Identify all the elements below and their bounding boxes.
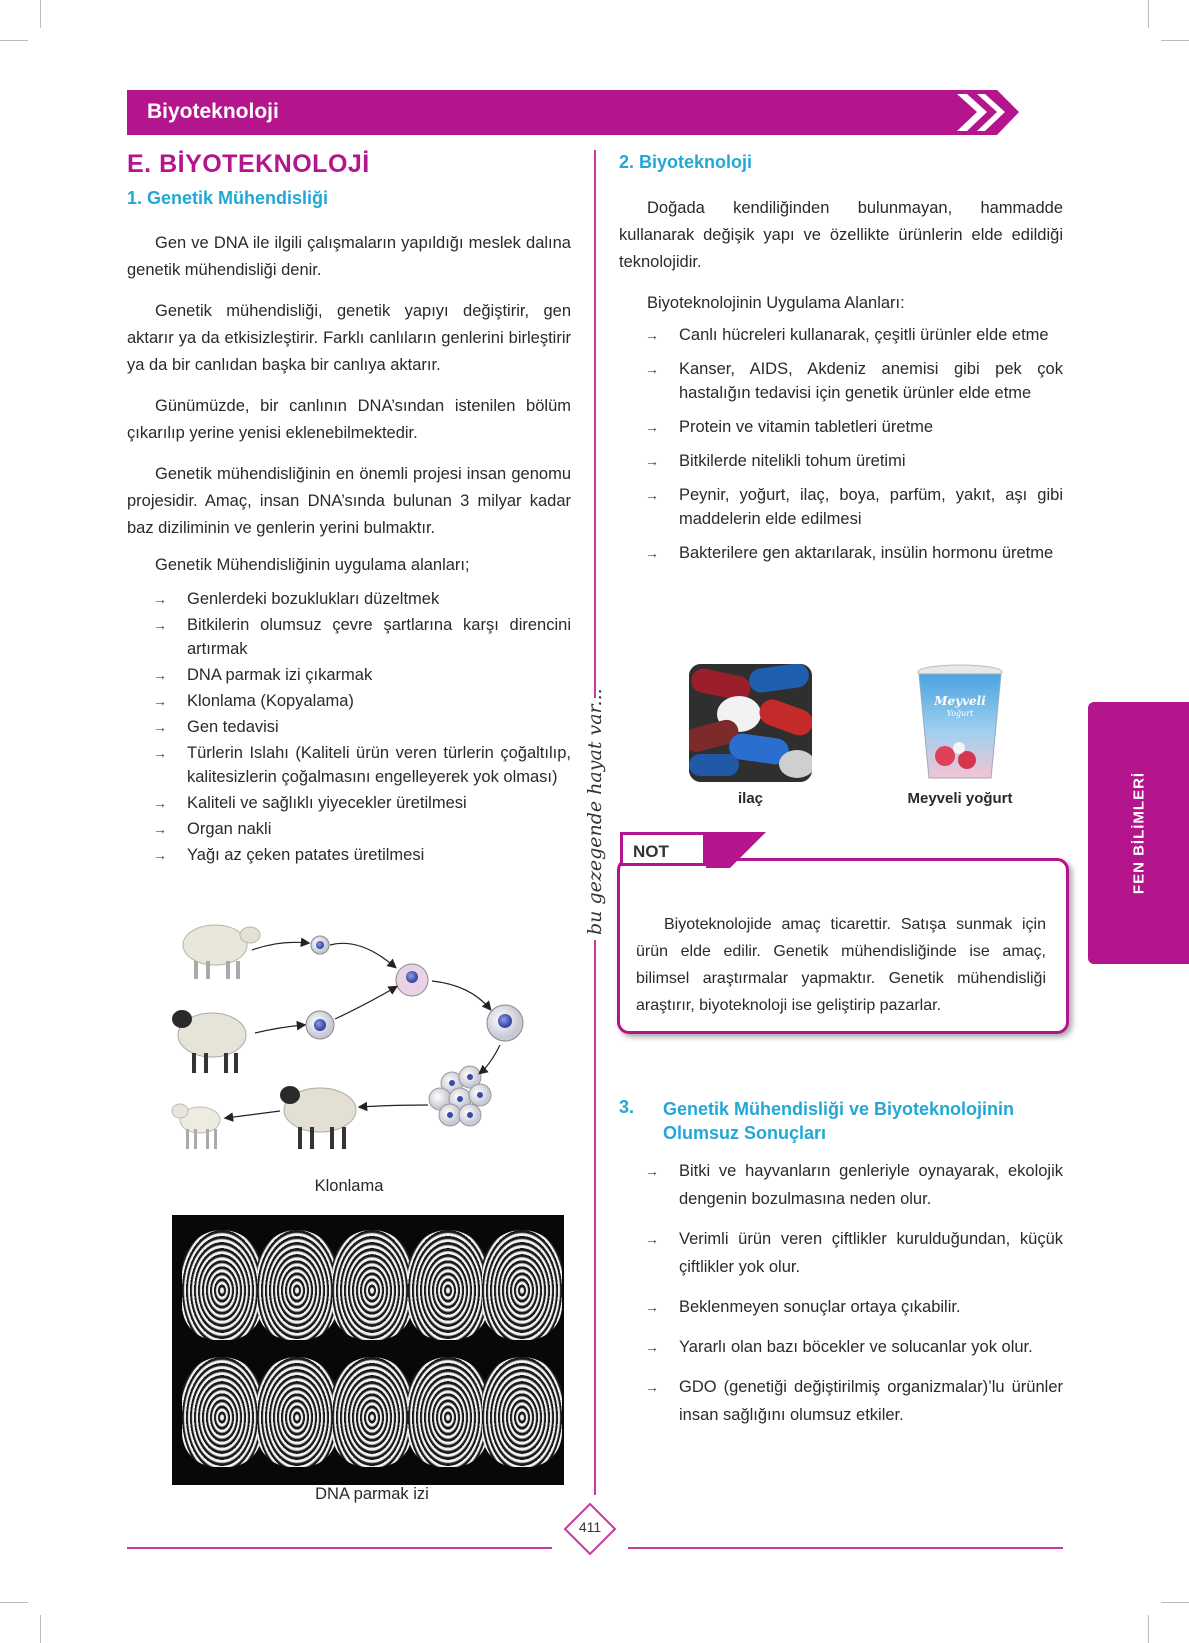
list-item: → Canlı hücreleri kullanarak, çeşitli ürünler elde etme xyxy=(645,323,1063,347)
fingerprint-icon xyxy=(257,1357,337,1467)
arrow-icon: → xyxy=(645,453,659,469)
arrow-icon: → xyxy=(645,1163,659,1179)
cloning-illustration xyxy=(170,915,540,1175)
crop-mark xyxy=(40,0,41,28)
arrow-icon: → xyxy=(645,419,659,435)
crop-mark xyxy=(0,1602,28,1603)
caption-cloning: Klonlama xyxy=(314,1177,384,1195)
list-item: → Beklenmeyen sonuçlar ortaya çıkabilir. xyxy=(645,1293,1063,1321)
crop-mark xyxy=(1161,1602,1189,1603)
footer-rule-left xyxy=(127,1547,552,1549)
paragraph: Biyoteknolojinin Uygulama Alanları: xyxy=(647,294,905,312)
genetic-applications-list xyxy=(153,587,571,867)
fingerprint-icon xyxy=(482,1357,562,1467)
list-item: → Protein ve vitamin tabletleri üretme xyxy=(645,415,1063,439)
subsection-genetic-engineering: 1. Genetik Mühendisliği xyxy=(127,188,329,208)
arrow-icon: → xyxy=(645,1231,659,1247)
crop-mark xyxy=(40,1615,41,1643)
fingerprint-icon xyxy=(408,1230,488,1340)
paragraph: Günümüzde, bir canlının DNA’sından istenilen bölüm çıkarılıp yerine yenisi eklenebilmektedir. xyxy=(127,397,571,442)
column-divider xyxy=(594,940,596,1495)
list-item: → Peynir, yoğurt, ilaç, boya, parfüm, yakıt, aşı gibi maddelerin elde edilmesi xyxy=(645,483,1063,531)
yogurt-image xyxy=(915,664,1005,782)
arrow-icon: → xyxy=(645,487,659,503)
header-chevron-decoration xyxy=(847,90,1063,135)
fingerprint-icon xyxy=(182,1357,262,1467)
side-tab-fen-bilimleri xyxy=(1088,702,1189,964)
arrow-icon: → xyxy=(645,1299,659,1315)
side-tab-label: FEN BİLİMLERİ xyxy=(1130,771,1147,895)
arrow-icon: → xyxy=(645,545,659,561)
paragraph: Genetik mühendisliği, genetik yapıyı değiştirir, gen aktarır ya da etkisizleştirir. Farklı canlıların genlerini birleştirir ya da bir canlıdan başka bir canlıya aktarır. xyxy=(127,302,571,374)
arrow-icon: → xyxy=(645,1379,659,1395)
caption-fingerprint: DNA parmak izi xyxy=(315,1485,429,1503)
fingerprint-icon xyxy=(332,1357,412,1467)
arrow-icon: → xyxy=(153,693,167,709)
list-item: → DNA parmak izi çıkarmak xyxy=(153,663,571,687)
divider-slogan: bu gezegende hayat var... xyxy=(584,688,606,935)
note-text: Biyoteknolojide amaç ticarettir. Satışa sunmak için ürün elde edilir. Genetik mühendisliğinde ise amaç, bilimsel araştırmalar yapmaktır. Genetik mühendisliği araştırır, biyoteknoloji ise geliştirip pazarlar. xyxy=(636,916,1046,1014)
cell-cluster-icon xyxy=(429,1066,491,1126)
arrow-icon: → xyxy=(153,667,167,683)
right-body xyxy=(619,195,1063,565)
black-faced-sheep-image xyxy=(172,1010,246,1073)
arrow-icon: → xyxy=(645,327,659,343)
page-number: 411 xyxy=(578,1519,602,1535)
list-item: → GDO (genetiği değiştirilmiş organizmalar)’lu ürünler insan sağlığını olumsuz etkiler. xyxy=(645,1373,1063,1429)
list-item: → Türlerin Islahı (Kaliteli ürün veren türlerin çoğaltılıp, kalitesizlerin çoğalmasını engelleyerek yok olması) xyxy=(153,741,571,789)
arrow-icon: → xyxy=(153,591,167,607)
paragraph: Doğada kendiliğinden bulunmayan, hammadde kullanarak değişik yapı ve özellikte ürünlerin elde edildiği teknolojidir. xyxy=(619,199,1063,271)
arrow-icon: → xyxy=(645,1339,659,1355)
fingerprint-icon xyxy=(257,1230,337,1340)
arrow-icon: → xyxy=(153,745,167,761)
yogurt-brand-label: Meyveli xyxy=(934,694,986,708)
list-item: → Bitki ve hayvanların genleriyle oynayarak, ekolojik dengenin bozulmasına neden olur. xyxy=(645,1157,1063,1213)
subsection-biotechnology: 2. Biyoteknoloji xyxy=(619,152,753,172)
note-box xyxy=(617,858,1069,1034)
caption-pills: ilaç xyxy=(737,790,764,807)
yogurt-brand-sub: Yoğurt xyxy=(946,709,974,718)
arrow-icon: → xyxy=(153,719,167,735)
section-title: E. BİYOTEKNOLOJİ xyxy=(127,150,370,178)
chapter-header-bar xyxy=(127,90,1063,135)
arrow-icon: → xyxy=(153,617,167,633)
list-item: → Bitkilerin olumsuz çevre şartlarına karşı direncini artırmak xyxy=(153,613,571,661)
white-sheep-image xyxy=(183,925,260,979)
crop-mark xyxy=(1148,0,1149,28)
subsection-3-number: 3. xyxy=(619,1097,635,1117)
negative-results-list xyxy=(645,1157,1063,1429)
arrow-icon: → xyxy=(153,795,167,811)
arrow-icon: → xyxy=(153,847,167,863)
pills-image xyxy=(689,664,812,782)
crop-mark xyxy=(1161,40,1189,41)
dna-fingerprint-image xyxy=(172,1215,564,1485)
crop-mark xyxy=(0,40,28,41)
fingerprint-icon xyxy=(332,1230,412,1340)
crop-mark xyxy=(1148,1615,1149,1643)
list-item: → Kanser, AIDS, Akdeniz anemisi gibi pek çok hastalığın tedavisi için genetik ürünler elde etme xyxy=(645,357,1063,405)
note-label: NOT xyxy=(620,832,706,866)
paragraph: Gen ve DNA ile ilgili çalışmaların yapıldığı meslek dalına genetik mühendisliği denir. xyxy=(127,234,571,279)
list-item: → Yağı az çeken patates üretilmesi xyxy=(153,843,571,867)
fingerprint-icon xyxy=(408,1357,488,1467)
chapter-title: Biyoteknoloji xyxy=(147,100,279,123)
fingerprint-icon xyxy=(482,1230,562,1340)
list-item: → Verimli ürün veren çiftlikler kurulduğundan, küçük çiftlikler yok olur. xyxy=(645,1225,1063,1281)
column-divider xyxy=(594,150,596,698)
list-item: → Gen tedavisi xyxy=(153,715,571,739)
fingerprint-icon xyxy=(182,1230,262,1340)
subsection-negative-results: Genetik Mühendisliği ve Biyoteknolojinin Olumsuz Sonuçları xyxy=(663,1099,1015,1143)
list-item: → Yararlı olan bazı böcekler ve solucanlar yok olur. xyxy=(645,1333,1063,1361)
cloned-lamb-image xyxy=(172,1104,220,1149)
arrow-icon: → xyxy=(153,821,167,837)
paragraph: Genetik Mühendisliğinin uygulama alanları; xyxy=(155,556,470,574)
list-item: → Bakterilere gen aktarılarak, insülin hormonu üretme xyxy=(645,541,1063,565)
list-item: → Kaliteli ve sağlıklı yiyecekler üretilmesi xyxy=(153,791,571,815)
list-item: → Klonlama (Kopyalama) xyxy=(153,689,571,713)
caption-yogurt: Meyveli yoğurt xyxy=(907,790,1013,807)
list-item: → Organ nakli xyxy=(153,817,571,841)
left-body xyxy=(127,230,571,867)
list-item: → Genlerdeki bozuklukları düzeltmek xyxy=(153,587,571,611)
biotech-applications-list xyxy=(645,323,1063,565)
paragraph: Genetik mühendisliğinin en önemli projesi insan genomu projesidir. Amaç, insan DNA’sında bulunan 3 milyar kadar baz diziliminin ve genlerin yerini bulmaktır. xyxy=(127,465,571,537)
list-item: → Bitkilerde nitelikli tohum üretimi xyxy=(645,449,1063,473)
footer-rule-right xyxy=(628,1547,1063,1549)
arrow-icon: → xyxy=(645,361,659,377)
surrogate-sheep-image xyxy=(280,1086,356,1149)
